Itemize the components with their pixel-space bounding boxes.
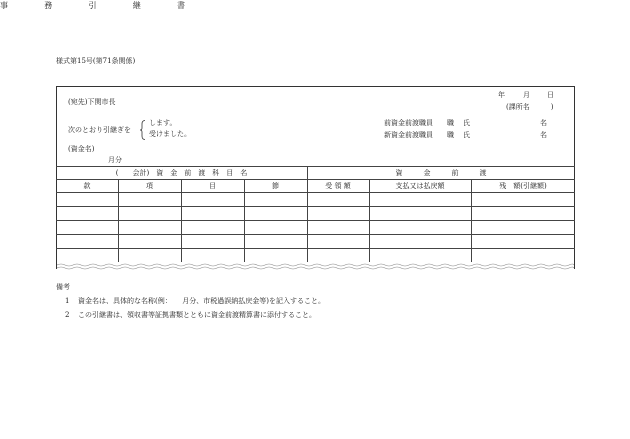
column-header-setsu: 節 xyxy=(272,182,279,190)
month-label[interactable]: 月分 xyxy=(108,156,122,164)
previous-officer-name: 氏 xyxy=(463,119,470,127)
column-header-paid: 支払又は払戻額 xyxy=(395,182,445,190)
note-text: 資金名は、具体的な名称(例： 月分、市税過誤納払戻金等)を記入すること。 xyxy=(78,297,325,305)
note-text: この引継書は、領収書等証拠書類とともに資金前渡精算書に添付すること。 xyxy=(78,311,316,319)
group-header-line xyxy=(56,179,575,180)
date-day[interactable]: 日 xyxy=(547,91,554,99)
form-box xyxy=(56,86,575,269)
fund-name-label: (資金名) xyxy=(68,145,95,153)
row-line xyxy=(56,234,575,235)
column-divider xyxy=(118,179,119,269)
note-number: 1 xyxy=(65,297,70,305)
column-header-moku: 目 xyxy=(209,182,216,190)
title-char: 務 xyxy=(44,1,53,10)
option-received[interactable]: 受けました。 xyxy=(149,130,191,138)
column-divider xyxy=(471,179,472,269)
column-header-kan: 款 xyxy=(83,182,91,190)
new-officer-name: 氏 xyxy=(463,131,470,139)
option-will-transfer[interactable]: します。 xyxy=(149,119,177,127)
date-month[interactable]: 月 xyxy=(523,91,530,99)
table-top-line xyxy=(56,166,575,167)
column-divider xyxy=(244,179,245,269)
document-title xyxy=(0,0,185,11)
title-char: 事 xyxy=(0,1,8,10)
title-char: 継 xyxy=(132,1,141,10)
row-line xyxy=(56,220,575,221)
column-header-balance: 残 額(引継額) xyxy=(499,182,547,190)
table-continuation-wave xyxy=(57,262,574,270)
notes-heading: 備考 xyxy=(56,283,70,291)
row-line xyxy=(56,248,575,249)
previous-officer-seal: 名 xyxy=(540,119,547,127)
new-officer-position: 職 xyxy=(447,131,454,139)
right-group-header: 資 金 前 渡 xyxy=(395,169,487,177)
previous-officer-position: 職 xyxy=(447,119,454,127)
row-line xyxy=(56,206,575,207)
new-officer-seal: 名 xyxy=(540,131,547,139)
column-divider xyxy=(369,179,370,269)
intro-text: 次のとおり引継ぎを xyxy=(68,126,131,134)
addressee: (宛先)下関市長 xyxy=(68,98,116,106)
previous-officer-label: 前資金前渡職員 xyxy=(384,119,433,127)
form-number: 様式第15号(第71条関係) xyxy=(56,57,136,65)
title-char: 書 xyxy=(177,1,185,10)
note-number: 2 xyxy=(65,311,70,319)
column-header-kou: 項 xyxy=(146,182,153,190)
column-header-line xyxy=(56,192,575,193)
column-header-received: 受 領 額 xyxy=(325,182,351,190)
new-officer-label: 新資金前渡職員 xyxy=(384,131,433,139)
left-group-header: ( 会計) 資 金 前 渡 科 目 名 xyxy=(115,169,248,177)
date-year[interactable]: 年 xyxy=(498,91,505,99)
column-divider xyxy=(181,179,182,269)
brace-icon xyxy=(139,120,147,140)
title-char: 引 xyxy=(88,1,97,10)
dept-name-field[interactable]: (課所名 ) xyxy=(506,103,554,111)
